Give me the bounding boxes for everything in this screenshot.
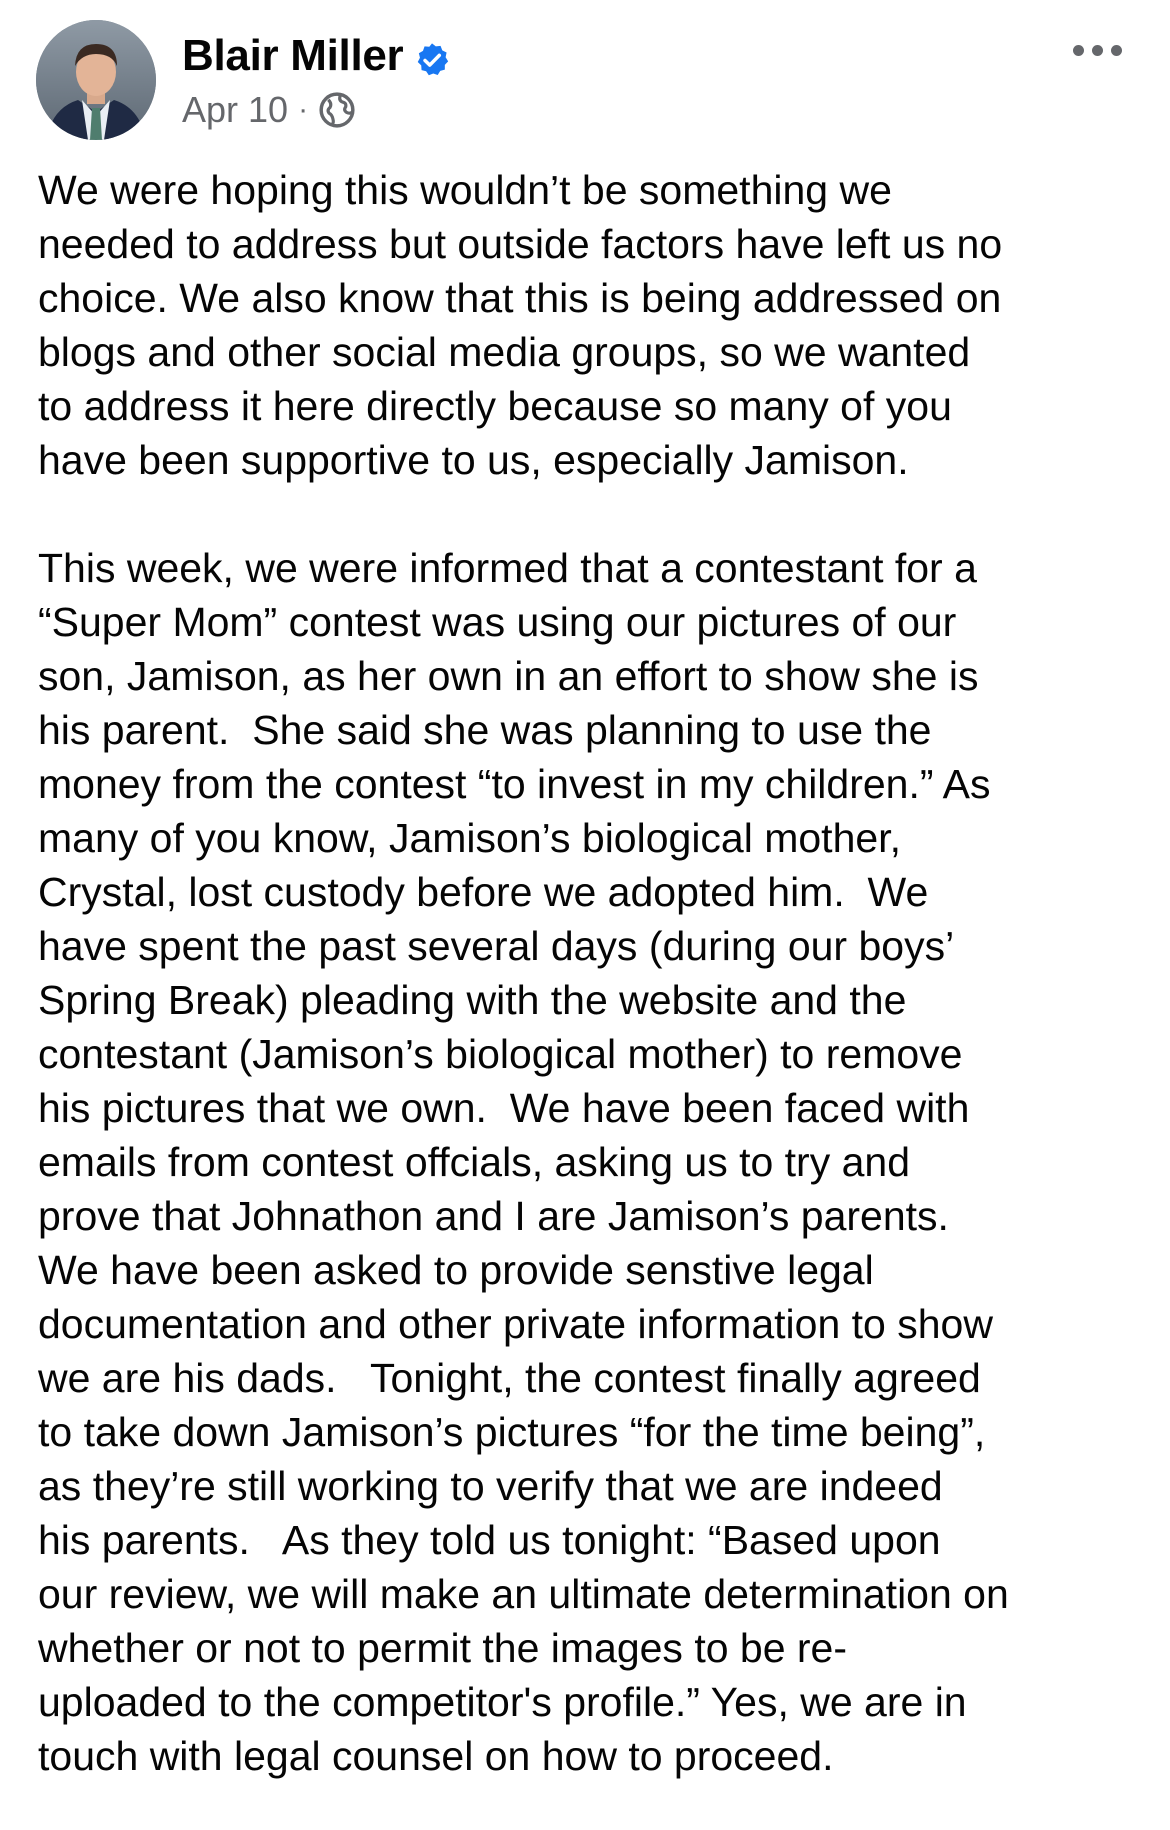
post-text-line: contestant (Jamison’s biological mother) to remove	[38, 1031, 963, 1077]
post-text-line: to take down Jamison’s pictures “for the time being”,	[38, 1409, 986, 1455]
post-text-line: to address it here directly because so many of you	[38, 383, 952, 429]
post-text-line: documentation and other private information to show	[38, 1301, 993, 1347]
post-text-line: We were hoping this wouldn’t be something we	[38, 167, 892, 213]
post-text-line: have been supportive to us, especially Jamison.	[38, 437, 909, 483]
post-text-line: We have been asked to provide senstive legal	[38, 1247, 874, 1293]
avatar[interactable]	[36, 20, 156, 140]
post-text-line: his parents. As they told us tonight: “Based upon	[38, 1517, 941, 1563]
post-text-line: “Super Mom” contest was using our pictures of our	[38, 599, 957, 645]
post-text-line: our review, we will make an ultimate determination on	[38, 1571, 1009, 1617]
post-text-line: choice. We also know that this is being addressed on	[38, 275, 1002, 321]
post-text-line: touch with legal counsel on how to proceed.	[38, 1733, 834, 1779]
post-meta	[182, 86, 356, 134]
more-options-icon[interactable]	[1062, 28, 1132, 72]
post-text-line: many of you know, Jamison’s biological mother,	[38, 815, 901, 861]
post-text-line: Spring Break) pleading with the website and the	[38, 977, 907, 1023]
post-text-line: his pictures that we own. We have been faced with	[38, 1085, 970, 1131]
post-text-line: Crystal, lost custody before we adopted him. We	[38, 869, 929, 915]
post-text-line: have spent the past several days (during our boys’	[38, 923, 955, 969]
post-text-line: prove that Johnathon and I are Jamison’s parents.	[38, 1193, 949, 1239]
post-text-line: uploaded to the competitor's profile.” Yes, we are in	[38, 1679, 967, 1725]
post-text-line: money from the contest “to invest in my children.” As	[38, 761, 991, 807]
post-text	[38, 163, 1148, 1783]
verified-badge-icon	[413, 37, 451, 75]
author-row	[182, 28, 451, 84]
post-text-line: whether or not to permit the images to be re-	[38, 1625, 848, 1671]
post-paragraph-2	[38, 541, 1148, 1783]
post-text-line: son, Jamison, as her own in an effort to show she is	[38, 653, 979, 699]
meta-separator: ·	[298, 93, 309, 126]
post-paragraph-1	[38, 163, 1148, 487]
post-date[interactable]: Apr 10	[182, 89, 289, 130]
post-text-line: emails from contest offcials, asking us to try and	[38, 1139, 911, 1185]
post-text-line: needed to address but outside factors have left us no	[38, 221, 1003, 267]
globe-icon[interactable]	[318, 91, 356, 129]
post-text-line: This week, we were informed that a contestant for a	[38, 545, 977, 591]
post-text-line: we are his dads. Tonight, the contest finally agreed	[38, 1355, 981, 1401]
post-text-line: blogs and other social media groups, so we wanted	[38, 329, 971, 375]
author-name[interactable]: Blair Miller	[182, 31, 404, 80]
post-text-line: as they’re still working to verify that we are indeed	[38, 1463, 943, 1509]
post-text-line: his parent. She said she was planning to use the	[38, 707, 932, 753]
